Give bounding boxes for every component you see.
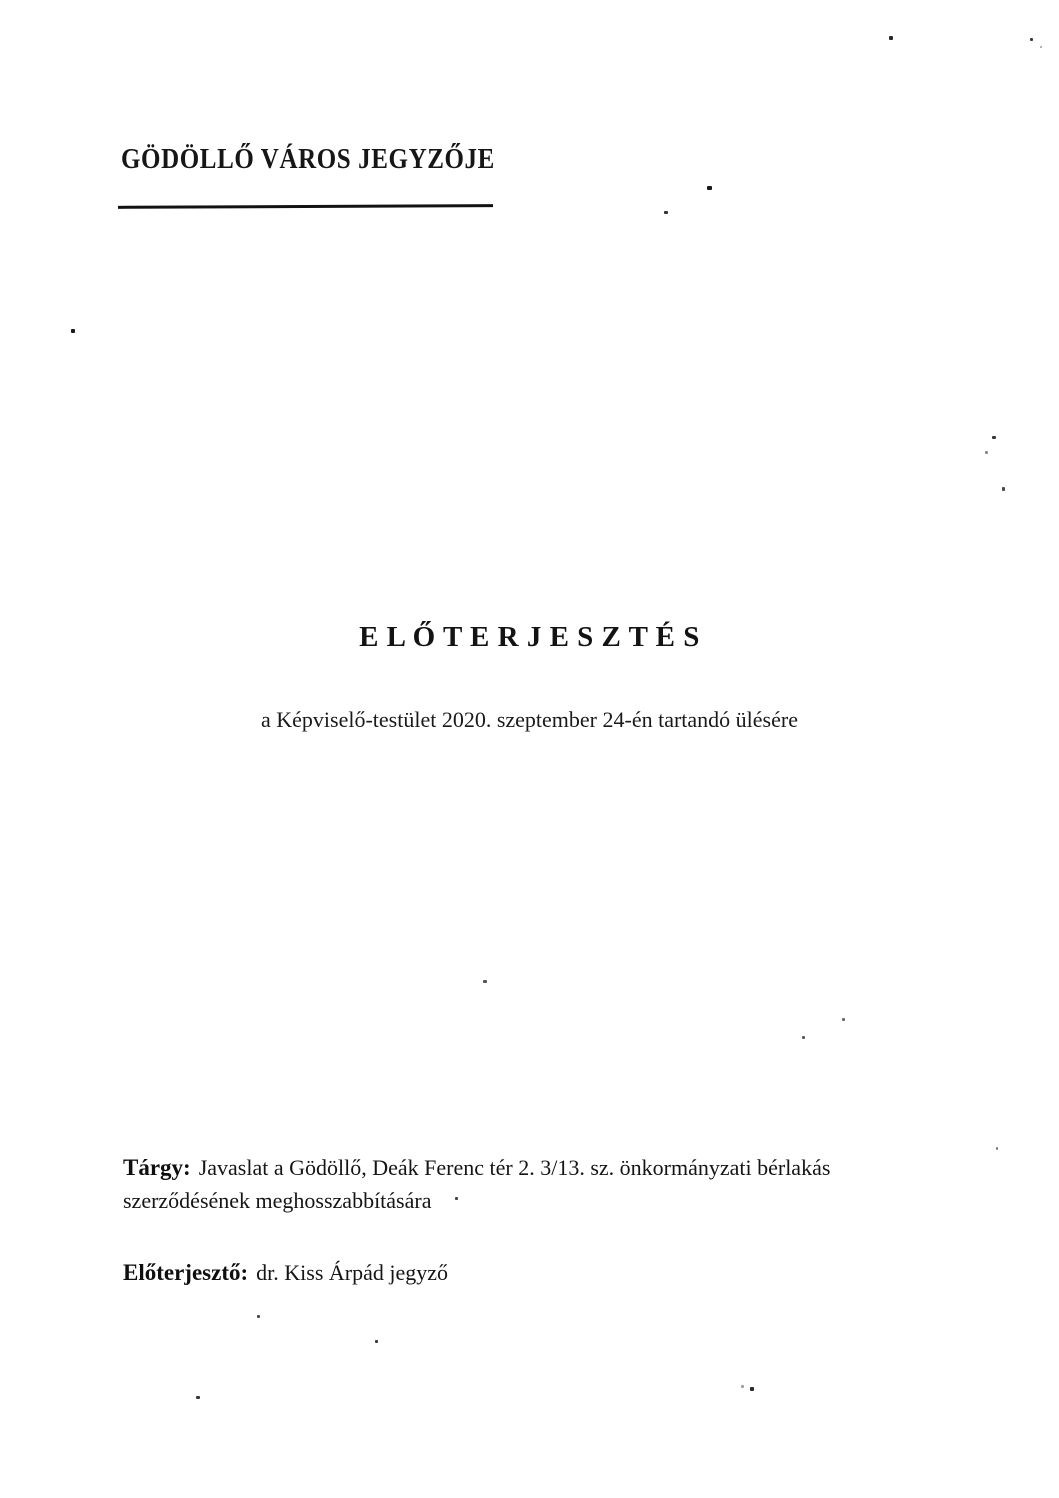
scan-speck bbox=[996, 1147, 998, 1150]
scan-speck bbox=[71, 329, 75, 333]
presenter-block bbox=[123, 1256, 448, 1289]
subject-block bbox=[123, 1151, 830, 1217]
scan-speck bbox=[257, 1315, 260, 1318]
subject-line1: Javaslat a Gödöllő, Deák Ferenc tér 2. 3/13. sz. önkormányzati bérlakás bbox=[198, 1155, 831, 1180]
scan-speck bbox=[741, 1385, 744, 1388]
document-title: E L Ő T E R J E S Z T É S bbox=[359, 621, 700, 653]
scan-speck bbox=[802, 1036, 805, 1039]
presenter-value: dr. Kiss Árpád jegyző bbox=[256, 1260, 449, 1285]
scan-speck bbox=[1030, 38, 1033, 41]
scan-speck bbox=[375, 1340, 378, 1343]
scan-speck bbox=[1002, 487, 1005, 491]
scan-speck bbox=[842, 1018, 845, 1021]
letterhead-office-name: GÖDÖLLŐ VÁROS JEGYZŐJE bbox=[121, 144, 495, 175]
scan-speck bbox=[750, 1387, 754, 1391]
scan-speck bbox=[889, 36, 893, 40]
scan-speck bbox=[992, 436, 996, 439]
scan-speck bbox=[483, 980, 487, 983]
subject-line2: szerződésének meghosszabbítására bbox=[123, 1188, 432, 1213]
scan-speck bbox=[664, 211, 668, 214]
scan-speck bbox=[985, 451, 988, 454]
session-line: a Képviselő-testület 2020. szeptember 24-én tartandó ülésére bbox=[261, 707, 798, 732]
scan-speck bbox=[707, 186, 712, 190]
letterhead-rule bbox=[118, 204, 493, 209]
scan-speck bbox=[196, 1396, 200, 1399]
scan-speck bbox=[455, 1197, 458, 1200]
presenter-label: Előterjesztő: bbox=[123, 1260, 249, 1285]
subject-label: Tárgy: bbox=[123, 1155, 191, 1180]
scan-speck bbox=[1040, 46, 1042, 48]
